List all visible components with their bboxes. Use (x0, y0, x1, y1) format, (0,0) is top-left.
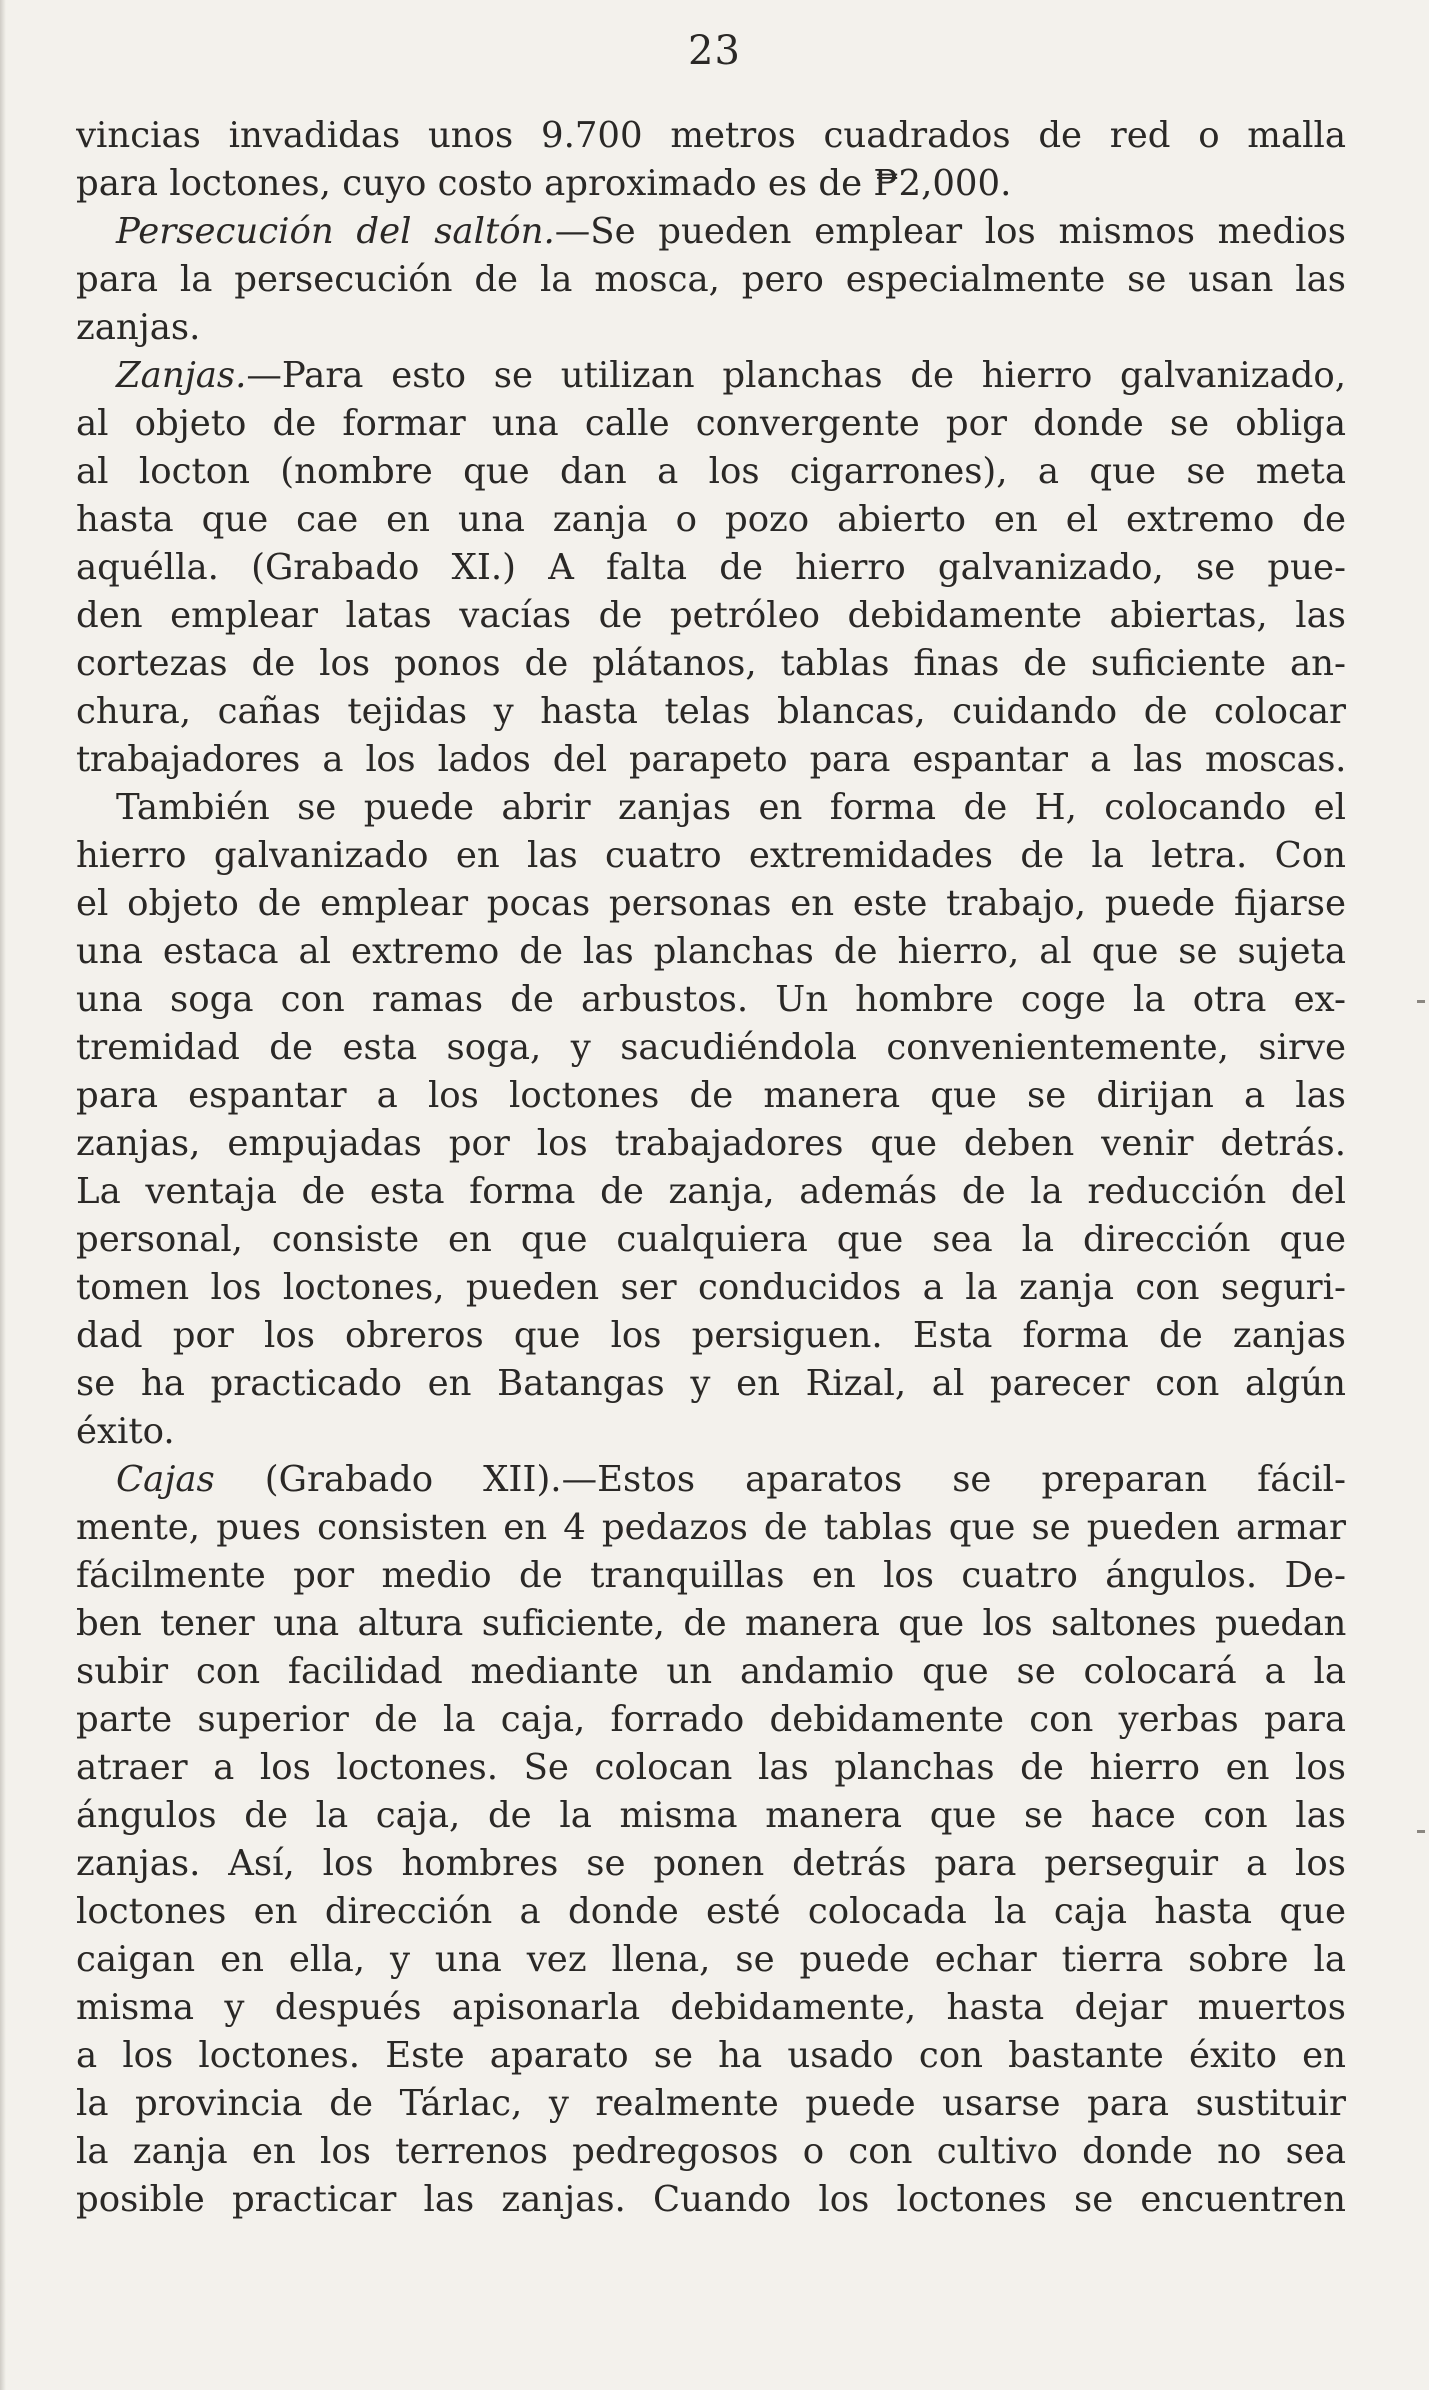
text-line: al locton (nombre que dan a los cigarrones), a que se meta (76, 451, 1346, 492)
text-line: zanjas. (76, 307, 201, 348)
text-line: caigan en ella, y una vez llena, se puede echar tierra sobre la (76, 1939, 1346, 1980)
text-line: trabajadores a los lados del parapeto para espantar a las moscas. (76, 739, 1346, 780)
text-line: También se puede abrir zanjas en forma de H, colocando el (116, 787, 1346, 828)
text-line: mente, pues consisten en 4 pedazos de tablas que se pueden armar (76, 1507, 1346, 1548)
text-line: fácilmente por medio de tranquillas en los cuatro ángulos. De- (76, 1555, 1346, 1596)
text-line: tomen los loctones, pueden ser conducidos a la zanja con seguri- (76, 1267, 1346, 1308)
text-line: subir con facilidad mediante un andamio que se colocará a la (76, 1651, 1346, 1692)
text-line: para loctones, cuyo costo aproximado es de ₱2,000. (76, 163, 1012, 204)
text-run: (Grabado XII).—Estos aparatos se preparan fácil- (214, 1459, 1346, 1500)
text-line: una soga con ramas de arbustos. Un hombre coge la otra ex- (76, 979, 1346, 1020)
text-run: —Se pueden emplear los mismos medios (554, 211, 1346, 252)
text-line: misma y después apisonarla debidamente, hasta dejar muertos (76, 1987, 1346, 2028)
text-line (76, 208, 1346, 256)
text-line: éxito. (76, 1411, 175, 1452)
text-line: vincias invadidas unos 9.700 metros cuadrados de red o malla (76, 115, 1346, 156)
text-line: para la persecución de la mosca, pero especialmente se usan las (76, 259, 1346, 300)
body-text (76, 112, 1346, 2224)
text-line: cortezas de los ponos de plátanos, tablas finas de suficiente an- (76, 643, 1346, 684)
text-line (76, 1456, 1346, 1504)
text-line: para espantar a los loctones de manera que se dirijan a las (76, 1075, 1346, 1116)
text-line: la zanja en los terrenos pedregosos o con cultivo donde no sea (76, 2131, 1346, 2172)
text-line: dad por los obreros que los persiguen. Esta forma de zanjas (76, 1315, 1346, 1356)
text-line: a los loctones. Este aparato se ha usado con bastante éxito en (76, 2035, 1346, 2076)
section-heading: Zanjas. (116, 355, 247, 396)
text-run: —Para esto se utilizan planchas de hierro galvanizado, (246, 355, 1346, 396)
text-line: den emplear latas vacías de petróleo debidamente abiertas, las (76, 595, 1346, 636)
text-line: zanjas, empujadas por los trabajadores que deben venir detrás. (76, 1123, 1346, 1164)
text-line: se ha practicado en Batangas y en Rizal, al parecer con algún (76, 1363, 1346, 1404)
page-number: 23 (688, 28, 741, 74)
text-line (76, 352, 1346, 400)
text-line: zanjas. Así, los hombres se ponen detrás para perseguir a los (76, 1843, 1346, 1884)
text-line: hierro galvanizado en las cuatro extremidades de la letra. Con (76, 835, 1346, 876)
text-line: tremidad de esta soga, y sacudiéndola convenientemente, sirve (76, 1027, 1346, 1068)
text-line: posible practicar las zanjas. Cuando los loctones se encuentren (76, 2179, 1346, 2220)
section-heading: Persecución del saltón. (116, 211, 555, 252)
text-line: La ventaja de esta forma de zanja, además de la reducción del (76, 1171, 1346, 1212)
text-line: atraer a los loctones. Se colocan las planchas de hierro en los (76, 1747, 1346, 1788)
text-line: la provincia de Tárlac, y realmente puede usarse para sustituir (76, 2083, 1346, 2124)
page-binding-edge (0, 0, 6, 2390)
text-line: ángulos de la caja, de la misma manera que se hace con las (76, 1795, 1346, 1836)
text-line: chura, cañas tejidas y hasta telas blancas, cuidando de colocar (76, 691, 1346, 732)
text-line: al objeto de formar una calle convergente por donde se obliga (76, 403, 1346, 444)
text-line: loctones en dirección a donde esté colocada la caja hasta que (76, 1891, 1346, 1932)
text-line: personal, consiste en que cualquiera que sea la dirección que (76, 1219, 1346, 1260)
text-line: ben tener una altura suficiente, de manera que los saltones puedan (76, 1603, 1346, 1644)
section-heading: Cajas (116, 1459, 215, 1500)
text-line: hasta que cae en una zanja o pozo abierto en el extremo de (76, 499, 1346, 540)
scan-mark (1417, 1830, 1425, 1833)
text-line: parte superior de la caja, forrado debidamente con yerbas para (76, 1699, 1346, 1740)
text-line: el objeto de emplear pocas personas en este trabajo, puede fijarse (76, 883, 1346, 924)
text-line: aquélla. (Grabado XI.) A falta de hierro galvanizado, se pue- (76, 547, 1346, 588)
scan-mark (1417, 1000, 1425, 1003)
text-line: una estaca al extremo de las planchas de hierro, al que se sujeta (76, 931, 1346, 972)
